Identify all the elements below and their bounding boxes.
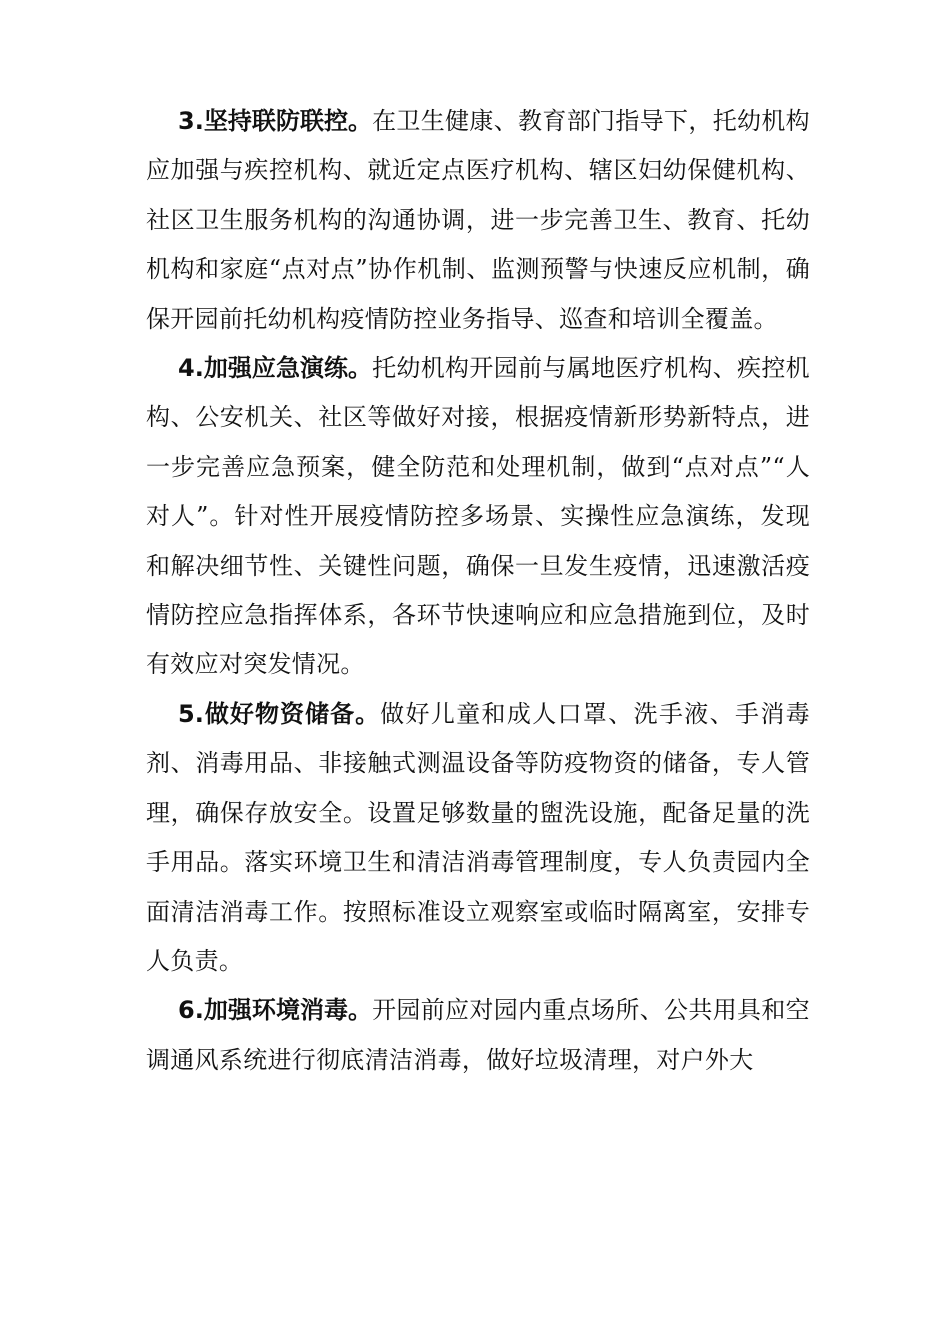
paragraph-text: 在卫生健康、教育部门指导下，托幼机构应加强与疾控机构、就近定点医疗机构、辖区妇幼保健机构、社区卫生服务机构的沟通协调，进一步完善卫生、教育、托幼机构和家庭“点对点”协作机制、监测预警与快速反应机制，确保开园前托幼机构疫情防控业务指导、巡查和培训全覆盖。 (146, 107, 810, 333)
paragraph-text: 托幼机构开园前与属地医疗机构、疾控机构、公安机关、社区等做好对接，根据疫情新形势新特点，进一步完善应急预案，健全防范和处理机制，做到“点对点”“人对人”。针对性开展疫情防控多场景、实操性应急演练，发现和解决细节性、关键性问题，确保一旦发生疫情，迅速激活疫情防控应急指挥体系，各环节快速响应和应急措施到位，及时有效应对突发情况。 (146, 354, 810, 679)
paragraph-heading: 3.坚持联防联控。 (178, 107, 373, 135)
paragraph-text: 开园前应对园内重点场所、公共用具和空调通风系统进行彻底清洁消毒，做好垃圾清理，对户外大 (146, 996, 810, 1074)
paragraph-emergency-drill (146, 344, 810, 690)
paragraph-text: 做好儿童和成人口罩、洗手液、手消毒剂、消毒用品、非接触式测温设备等防疫物资的储备，专人管理，确保存放安全。设置足够数量的盥洗设施，配备足量的洗手用品。落实环境卫生和清洁消毒管理制度，专人负责园内全面清洁消毒工作。按照标准设立观察室或临时隔离室，安排专人负责。 (146, 699, 810, 975)
document-body (146, 97, 810, 1085)
paragraph-environment-disinfection (146, 986, 810, 1085)
paragraph-material-reserve (146, 690, 810, 986)
paragraph-joint-prevention (146, 97, 810, 344)
paragraph-heading: 5.做好物资储备。 (178, 699, 381, 728)
paragraph-heading: 4.加强应急演练。 (178, 354, 373, 383)
paragraph-heading: 6.加强环境消毒。 (178, 996, 373, 1025)
